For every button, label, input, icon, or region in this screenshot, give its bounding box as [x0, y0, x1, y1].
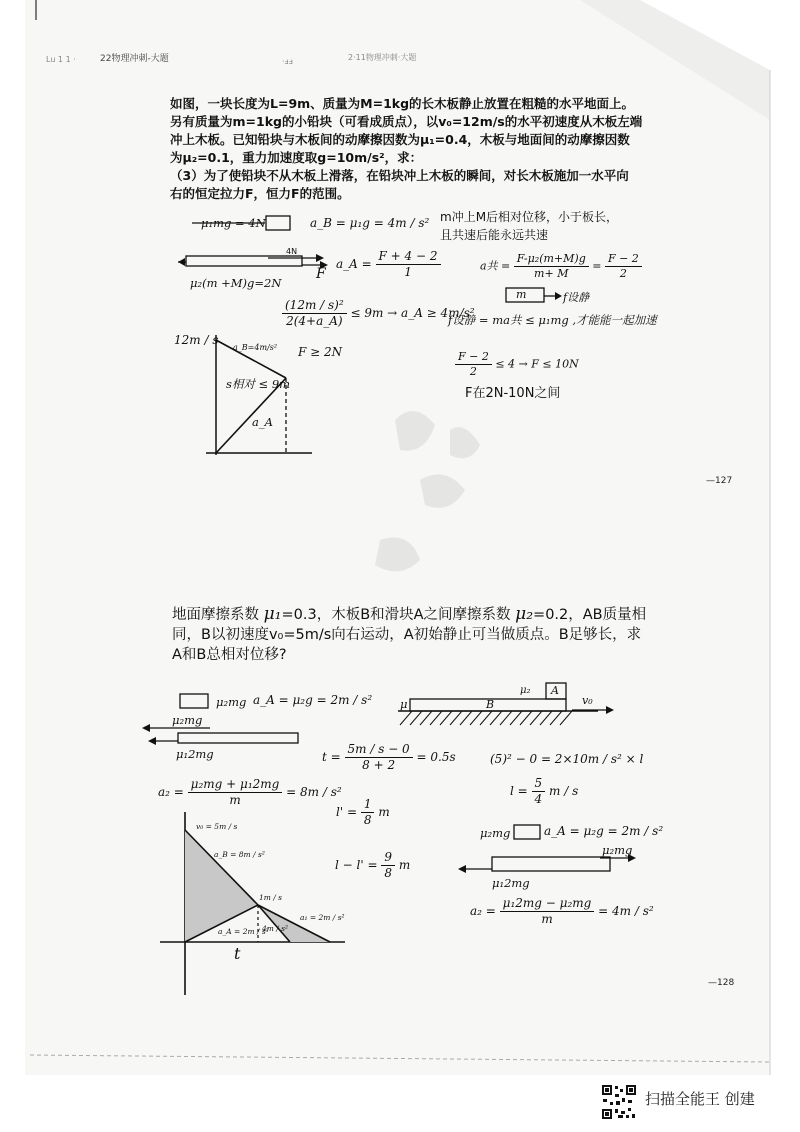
t-lhs: t =: [322, 750, 341, 764]
header-right-marks: 2·11物理冲刺·大题: [348, 53, 417, 62]
right-mu2mg-label-b: μ₂mg: [602, 843, 633, 857]
ground-hatch: [400, 711, 572, 725]
l-prime-unit: m: [378, 805, 390, 819]
l-prime-denominator: 8: [363, 813, 372, 827]
right-a2-denominator: m: [541, 912, 553, 926]
a2-equation: [158, 777, 342, 808]
l-numerator: 5: [532, 776, 546, 792]
aA-lhs: a_A =: [336, 257, 372, 271]
right-aA-equation: a_A = μ₂g = 2m / s²: [544, 824, 664, 838]
static-friction-condition: f设静 = ma共 ≤ μ₁mg ,才能能一起加速: [448, 313, 657, 327]
l-prime-numerator: 1: [361, 797, 375, 813]
header-scan-marks: Lu 1 1 ·: [46, 55, 76, 64]
problem-1-line: （3）为了使铅块不从木板上滑落，在铅块冲上木板的瞬间，对长木板施加一水平向: [170, 168, 629, 183]
header-mid-marks: ·ⅎⅎ: [282, 57, 293, 66]
graph2-shaded-area-1: [185, 830, 258, 942]
block-A-label: A: [551, 684, 559, 697]
l-prime-fraction: [361, 797, 375, 828]
ineq-rhs: ≤ 4 → F ≤ 10N: [495, 357, 579, 371]
diff-lhs: l − l' =: [335, 858, 378, 872]
a2-denominator: m: [229, 793, 241, 807]
diff-numerator: 9: [381, 850, 395, 866]
l-lhs: l =: [510, 784, 528, 798]
mu2-symbol: μ₂: [515, 604, 534, 624]
l-fraction: [532, 776, 546, 807]
kinematic-equation: (5)² − 0 = 2×10m / s² × l: [490, 752, 644, 766]
t-fraction: [345, 742, 413, 773]
block-friction-label: μ₁mg = 4N: [201, 216, 266, 230]
aA-denominator: 1: [404, 265, 412, 279]
problem-1-line: 另有质量为m=1kg的小铅块（可看成质点），以v₀=12m/s的水平初速度从木板左端: [170, 114, 643, 129]
right-mu2mg-label: μ₂mg: [480, 826, 511, 840]
ground-mu-label: μ: [400, 697, 408, 711]
graph2-aA-label: a_A = 2m / s²: [218, 927, 269, 936]
graph2-aB2-label: 4m / s²: [262, 924, 289, 933]
right-a2-rhs: = 4m / s²: [598, 904, 654, 918]
graph2-t-label: t: [234, 944, 241, 963]
F-lower-bound: F ≥ 2N: [298, 345, 343, 359]
difference-equation: [335, 850, 410, 881]
problem-1-line: 右的恒定拉力F，恒力F的范围。: [170, 186, 350, 201]
diff-unit: m: [398, 858, 411, 872]
a-common-denominator: m+ M: [534, 266, 569, 280]
block-A-fbd: [180, 694, 208, 708]
a2-lhs: a₂ =: [158, 785, 184, 799]
block-m-label: m: [516, 288, 527, 301]
ground-friction-label: μ₂(m +M)g=2N: [190, 276, 282, 290]
page-number-127: —127: [706, 476, 733, 486]
rel-numerator: (12m / s)²: [282, 298, 347, 314]
a2-numerator: μ₂mg + μ₁2mg: [188, 777, 283, 793]
a2-fraction: [188, 777, 283, 808]
l-prime-equation: [336, 797, 390, 828]
a-common-numerator-2: F − 2: [605, 252, 642, 267]
block-A-fbd-right: [514, 825, 540, 839]
graph2-v0-label: v₀ = 5m / s: [196, 822, 238, 831]
mu2mg-left-label: μ₂mg: [172, 713, 203, 727]
rel-rhs: ≤ 9m → a_A ≥ 4m/s²: [350, 306, 475, 320]
mu1-symbol: μ₁: [263, 604, 282, 624]
l-unit: m / s: [549, 784, 579, 798]
force-4N-label: 4N: [286, 247, 298, 256]
problem-2-text-a: 地面摩擦系数: [172, 607, 264, 623]
t-numerator: 5m / s − 0: [345, 742, 413, 758]
a2-rhs: = 8m / s²: [286, 785, 342, 799]
mu1-2mg-label: μ₁2mg: [176, 747, 214, 761]
a-common-lhs: a共 =: [480, 259, 511, 273]
aA-equation-2: a_A = μ₂g = 2m / s²: [253, 693, 373, 707]
right-mu1-2mg-label: μ₁2mg: [492, 876, 530, 890]
static-friction-label: f设静: [563, 291, 590, 304]
aA-numerator: F + 4 − 2: [376, 249, 441, 265]
graph1-aB-label: a_B=4m/s²: [233, 343, 278, 352]
l-equation: [510, 776, 578, 807]
graph1-aA-label: a_A: [252, 415, 273, 429]
problem-1-line: 如图，一块长度为L=9m、质量为M=1kg的长木板静止放置在粗糙的水平地面上。: [170, 96, 635, 111]
graph2-aB-label: a_B = 8m / s²: [214, 850, 265, 859]
problem-2-text-b: =0.3，木板B和滑块A之间摩擦系数: [281, 607, 516, 623]
problem-1-line: 为μ₂=0.1，重力加速度取g=10m/s²，求：: [170, 150, 423, 165]
note-line-2: 且共速后能永远共速: [440, 228, 549, 242]
diff-denominator: 8: [384, 866, 392, 880]
ineq-numerator: F − 2: [455, 350, 492, 365]
a-common-numerator: F-μ₂(m+M)g: [514, 252, 589, 267]
aB-equation: a_B = μ₁g = 4m / s²: [310, 216, 430, 230]
t-rhs: = 0.5s: [416, 750, 456, 764]
l-prime-lhs: l' =: [336, 805, 358, 819]
qr-code-icon: [601, 1084, 637, 1120]
scanner-brand: 扫描全能王 创建: [645, 1090, 755, 1108]
header-title: 22物理冲刺-大题: [100, 54, 169, 64]
ineq-denominator: 2: [469, 364, 477, 378]
board-B-fbd-right: [492, 857, 610, 871]
force-F-label: F: [316, 266, 326, 282]
right-a2-equation: [470, 896, 654, 927]
time-equation: [322, 742, 456, 773]
note-line-1: m冲上M后相对位移，小于板长，: [440, 210, 619, 224]
graph1-relative-label: s相对 ≤ 9m: [226, 377, 291, 391]
v0-setup-label: v₀: [582, 694, 593, 707]
graph2-a1-label: a₁ = 2m / s²: [300, 913, 345, 922]
common-acceleration-equation: a共 = $\frac{\text{F-μ₂(m+M)g}}{m+ M}$ = $\frac{F - 2}{2}$: [480, 252, 642, 281]
board-B-label: B: [486, 698, 495, 711]
answer-F-range: F在2N-10N之间: [465, 386, 561, 401]
t-denominator: 8 + 2: [362, 758, 396, 772]
l-denominator: 4: [534, 792, 543, 806]
rel-denominator: 2(4+a_A): [286, 314, 343, 328]
right-a2-numerator: μ₁2mg − μ₂mg: [500, 896, 595, 912]
diff-fraction: [381, 850, 395, 881]
page-number-128: —128: [708, 978, 735, 988]
a-common-denominator-2: 2: [619, 266, 627, 280]
right-a2-fraction: [500, 896, 595, 927]
graph1-y-label: 12m / s: [174, 333, 219, 347]
mu2-setup-label: μ₂: [520, 685, 531, 696]
board-B-fbd: [178, 733, 298, 743]
right-a2-lhs: a₂ =: [470, 904, 496, 918]
problem-1-line: 冲上木板。已知铅块与木板间的动摩擦因数为μ₁=0.4，木板与地面间的动摩擦因数: [170, 132, 630, 147]
graph2-common-velocity: 1m / s: [259, 893, 283, 902]
mu2mg-label-top: μ₂mg: [216, 695, 247, 709]
problem-2-text-c: =0.2，AB质量相同，B以初速度v₀=5m/s向右运动，A初始静止可当做质点。B足够长，求A和B总相对位移?: [172, 607, 647, 663]
